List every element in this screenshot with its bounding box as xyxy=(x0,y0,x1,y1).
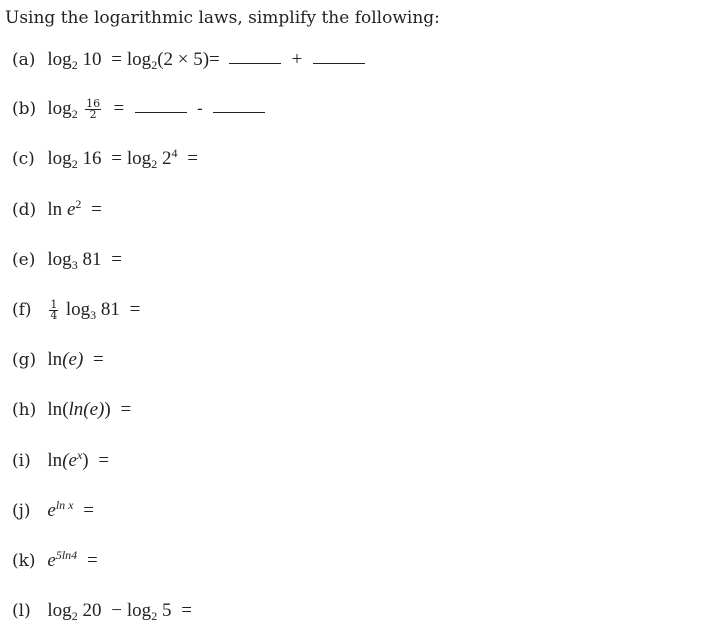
expression: ln(ln(e)) = xyxy=(47,399,132,420)
expression: $\log_2 10 = \log_2(2 \times 5)=$ xyxy=(47,49,220,72)
expression: $\log_3 81$ = xyxy=(47,249,122,272)
expression: $\ln(e^x)$ = xyxy=(47,448,110,471)
question-k xyxy=(12,550,103,572)
question-label: (l) xyxy=(12,601,31,621)
question-label: (d) xyxy=(12,200,37,220)
question-label: (i) xyxy=(12,451,31,471)
question-c xyxy=(12,148,203,170)
question-label: (g) xyxy=(12,350,37,370)
question-label: (j) xyxy=(12,501,31,521)
question-label: (c) xyxy=(12,149,35,169)
answer-blank-1[interactable] xyxy=(229,49,281,64)
question-h xyxy=(12,399,136,421)
question-a xyxy=(12,49,365,71)
question-d xyxy=(12,199,107,221)
question-label: (k) xyxy=(12,551,36,571)
expression: $\log_3 81$ = xyxy=(65,299,141,322)
question-label: (f) xyxy=(12,300,32,320)
question-label: (a) xyxy=(12,50,36,70)
answer-blank-2[interactable] xyxy=(313,49,365,64)
question-label: (e) xyxy=(12,250,36,270)
question-g xyxy=(12,349,109,371)
expression: $\log_2 16 = \log_2 2^4$ = xyxy=(47,146,198,171)
question-f xyxy=(12,299,145,321)
page-title: Using the logarithmic laws, simplify the following: xyxy=(5,8,440,28)
question-j xyxy=(12,500,99,522)
fraction: $\frac{16}{2}$ xyxy=(86,97,101,121)
expression: $e^{5ln4}$ = xyxy=(47,548,98,571)
question-e xyxy=(12,249,127,271)
answer-blank-2[interactable] xyxy=(213,98,265,113)
question-label: (h) xyxy=(12,400,37,420)
expression: $\ln e^2$ = xyxy=(47,197,102,220)
plus-sign: + xyxy=(291,49,303,70)
expression: $e^{ln x}$ = xyxy=(47,498,94,521)
fraction: $\frac{1}{4}$ xyxy=(50,298,58,322)
expression: $\log_2$ xyxy=(47,98,78,121)
minus-sign: - xyxy=(197,99,203,119)
question-l xyxy=(12,600,197,622)
question-i xyxy=(12,450,114,472)
expression: $\log_2 20 - \log_2 5$ = xyxy=(47,600,192,623)
answer-blank-1[interactable] xyxy=(135,98,187,113)
question-b: (b) $\log_2$ $\frac{16}{2}$ = - xyxy=(12,98,265,120)
question-label: (b) xyxy=(12,99,37,119)
expression: ln(e) = xyxy=(47,349,104,370)
